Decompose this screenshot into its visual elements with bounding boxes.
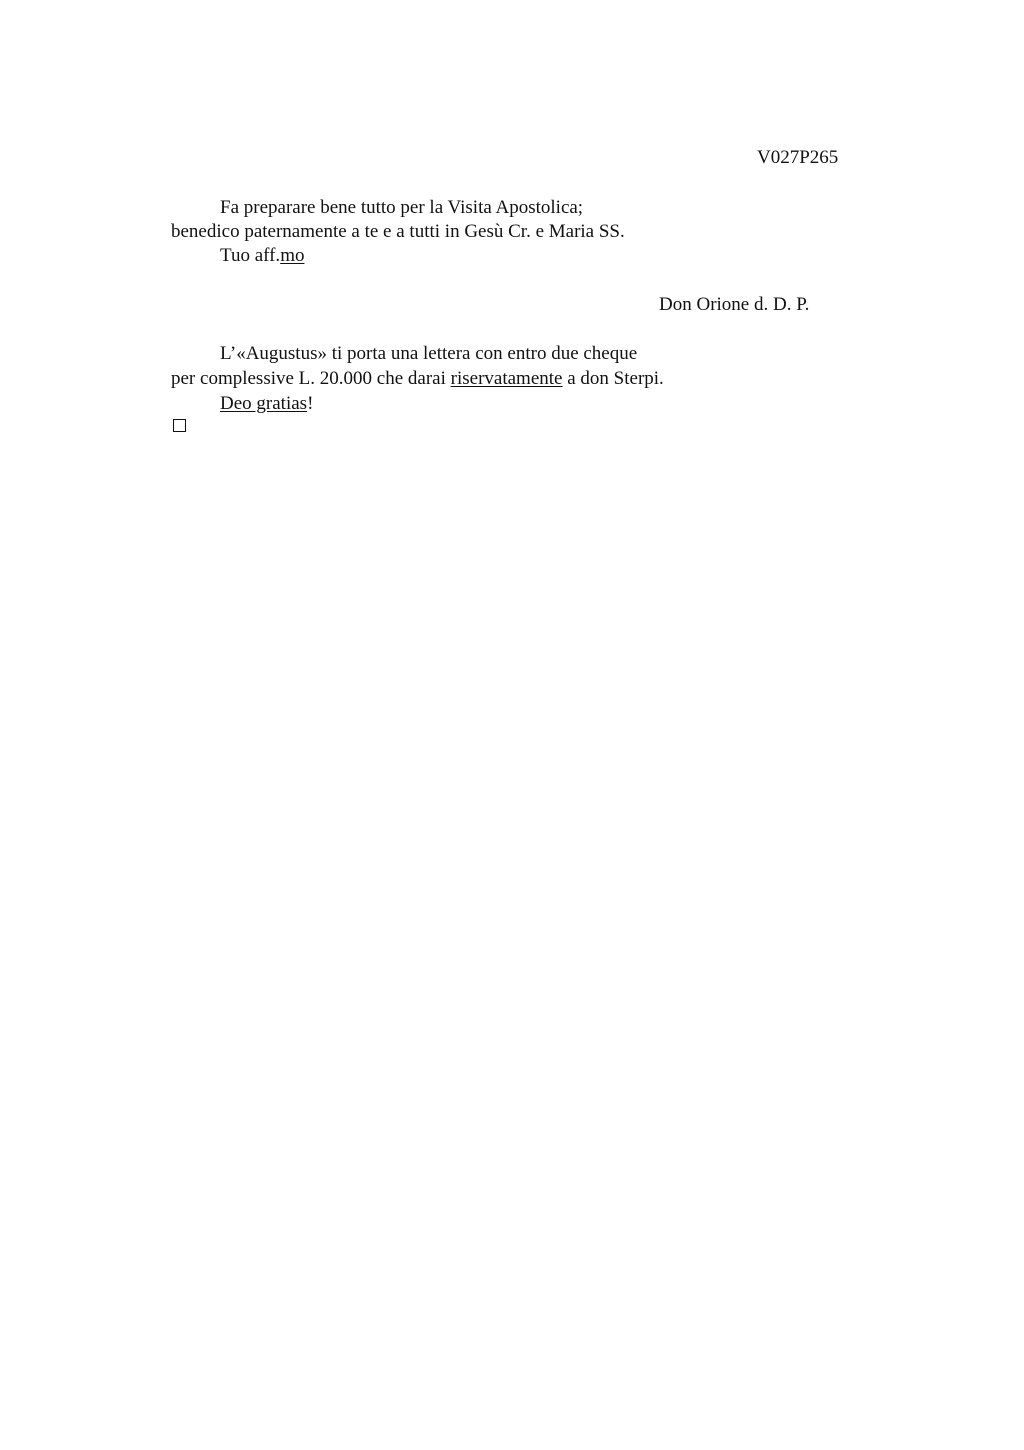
empty-square-icon xyxy=(173,419,186,432)
paragraph-2-line-1: L’«Augustus» ti porta una lettera con entro due cheque xyxy=(220,343,638,364)
paragraph-2-before: per complessive L. 20.000 che darai xyxy=(171,368,451,389)
deo-gratias-line xyxy=(220,392,313,416)
closing-prefix: Tuo aff. xyxy=(220,245,281,266)
paragraph-2-line-2 xyxy=(171,367,664,391)
paragraph-2-underlined: riservatamente xyxy=(450,368,563,389)
deo-gratias-underlined: Deo gratias xyxy=(220,393,308,414)
signature: Don Orione d. D. P. xyxy=(659,294,810,315)
paragraph-2-after: a don Sterpi. xyxy=(562,368,664,389)
paragraph-1-line-2: benedico paternamente a te e a tutti in Gesù Cr. e Maria SS. xyxy=(171,221,625,242)
reference-code: V027P265 xyxy=(757,147,839,168)
closing-line xyxy=(220,244,304,268)
deo-gratias-after: ! xyxy=(307,393,314,414)
paragraph-1-line-1: Fa preparare bene tutto per la Visita Apostolica; xyxy=(220,197,584,218)
closing-underlined: mo xyxy=(280,245,305,266)
